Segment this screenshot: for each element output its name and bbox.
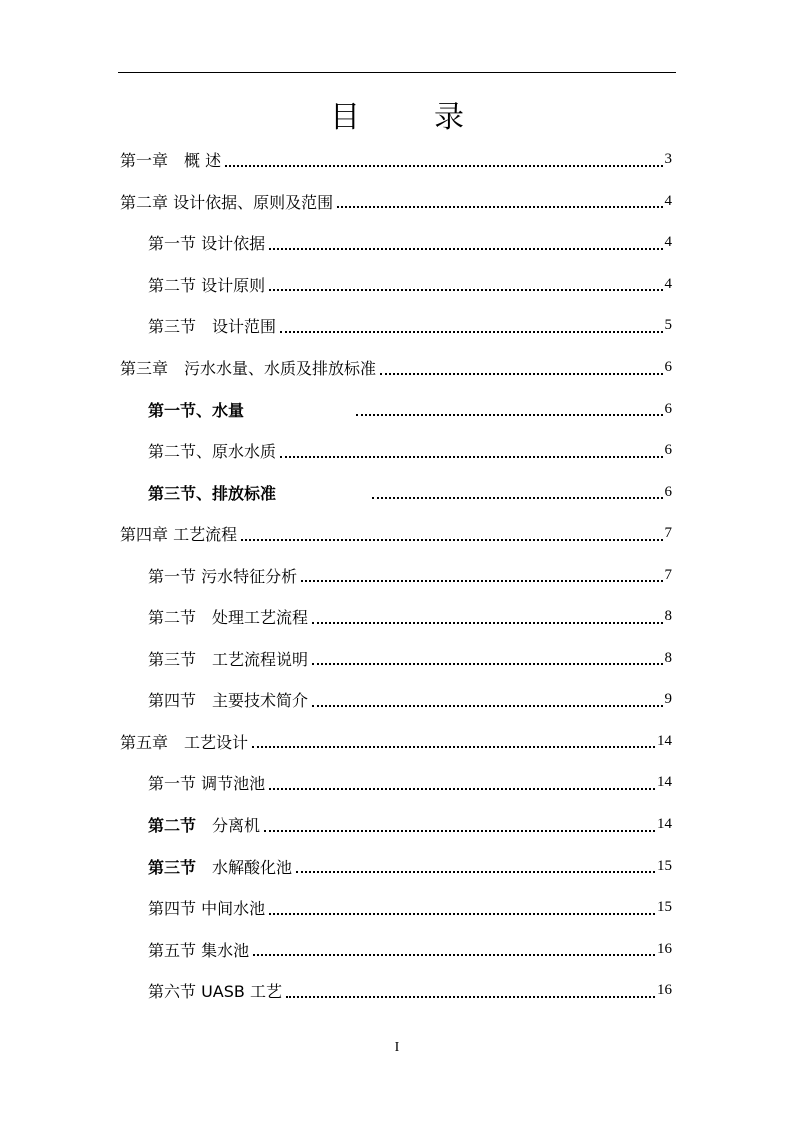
toc-entry-label: [148, 855, 292, 878]
toc-entry-label: [148, 605, 308, 628]
toc-entry-page-number: 6: [664, 483, 672, 500]
toc-chapter-entry: [120, 513, 672, 555]
toc-section-entry: [120, 388, 672, 430]
toc-entry-label-text: 第一节 污水特征分析: [148, 566, 298, 586]
toc-entry-label: [148, 771, 265, 794]
toc-entry-label: [148, 564, 297, 587]
dot-leader: [253, 954, 655, 956]
toc-entry-label: [120, 356, 376, 379]
toc-entry-label: [148, 231, 265, 254]
toc-entry-page-number: 14: [657, 774, 672, 791]
toc-entry-page-number: 6: [664, 400, 672, 417]
toc-section-entry: [120, 679, 672, 721]
dot-leader: [252, 746, 655, 748]
toc-section-entry: [120, 554, 672, 596]
dot-leader: [241, 539, 662, 541]
toc-section-entry: [120, 804, 672, 846]
dot-leader: [269, 289, 662, 291]
toc-entry-label-text: 第五章 工艺设计: [120, 732, 249, 752]
toc-entry-label-text: 第三章 污水水量、水质及排放标准: [120, 359, 377, 378]
toc-entry-label-text: 第四节 中间水池: [148, 899, 266, 919]
toc-entry-page-number: 6: [664, 442, 672, 459]
toc-entry-label: [148, 979, 282, 1002]
toc-section-entry: [120, 928, 672, 970]
toc-section-entry: [120, 845, 672, 887]
toc-section-entry: [120, 264, 672, 306]
toc-entry-label-text: 第三节、排放标准: [148, 483, 277, 503]
toc-entry-label-text: 第三节 工艺流程说明: [148, 649, 309, 669]
toc-chapter-entry: [120, 347, 672, 389]
dot-leader: [312, 622, 662, 624]
toc-entry-label-text: 第一节 设计依据: [148, 234, 266, 254]
header-rule: [118, 72, 676, 73]
toc-section-entry: [120, 471, 672, 513]
toc-entry-label: [148, 896, 265, 919]
toc-entry-label-text: 第二节 处理工艺流程: [148, 608, 309, 628]
dot-leader: [280, 331, 662, 333]
toc-entry-page-number: 6: [664, 359, 672, 375]
toc-entry-page-number: 7: [664, 566, 672, 583]
toc-entry-label: [148, 688, 308, 711]
toc-entry-label: [148, 938, 249, 961]
toc-entry-label-text: 第四章 工艺流程: [120, 525, 238, 545]
toc-entry-label: [148, 647, 308, 670]
dot-leader: [312, 705, 662, 707]
dot-leader: [269, 913, 655, 915]
table-of-contents: [120, 139, 672, 1011]
toc-section-entry: [120, 430, 672, 472]
page-number: I: [394, 1040, 400, 1055]
toc-section-entry: [120, 887, 672, 929]
toc-entry-label-text: 第二节、原水水质: [148, 442, 277, 462]
toc-entry-label-text: 分离机: [196, 816, 261, 836]
toc-section-entry: [120, 638, 672, 680]
toc-entry-page-number: 8: [664, 649, 672, 666]
toc-section-entry: [120, 222, 672, 264]
toc-entry-label: [148, 314, 276, 337]
dot-leader: [337, 206, 662, 208]
toc-entry-label-text: 水解酸化池: [196, 857, 293, 877]
toc-entry-label: [148, 398, 244, 421]
dot-leader: [286, 996, 655, 998]
toc-entry-label-text: 第三节: [148, 857, 197, 877]
toc-entry-page-number: 3: [664, 151, 672, 168]
toc-entry-label: [148, 813, 260, 836]
toc-entry-page-number: 14: [657, 816, 672, 833]
toc-entry-label: [148, 273, 265, 296]
toc-entry-page-number: 4: [664, 234, 672, 251]
toc-entry-page-number: 7: [664, 525, 672, 542]
toc-entry-label-text: 第三节 设计范围: [148, 317, 277, 337]
dot-leader: [269, 248, 662, 250]
toc-entry-page-number: 14: [657, 732, 672, 749]
toc-chapter-entry: [120, 139, 672, 181]
toc-entry-label: [120, 148, 221, 171]
toc-section-entry: [120, 970, 672, 1012]
toc-entry-label-text: 第二节 设计原则: [148, 275, 266, 295]
toc-entry-page-number: 16: [657, 940, 672, 957]
toc-entry-label-text: 第四节 主要技术简介: [148, 691, 309, 711]
toc-entry-label-text: 第五节 集水池: [148, 940, 250, 960]
toc-entry-label: [120, 522, 237, 545]
dot-leader: [280, 456, 662, 458]
toc-chapter-entry: [120, 721, 672, 763]
toc-entry-label: [148, 439, 276, 462]
dot-leader: [296, 871, 655, 873]
toc-entry-label-text: 第二节: [148, 816, 197, 836]
page-title: 目 录: [330, 100, 486, 135]
dot-leader: [301, 580, 662, 582]
toc-entry-page-number: 16: [657, 982, 672, 999]
toc-entry-label-text: 第二章 设计依据、原则及范围: [120, 192, 334, 212]
toc-section-entry: [120, 596, 672, 638]
toc-entry-page-number: 8: [664, 608, 672, 625]
toc-section-entry: [120, 762, 672, 804]
dot-leader: [312, 663, 662, 665]
toc-entry-page-number: 15: [657, 857, 672, 874]
toc-section-entry: [120, 305, 672, 347]
toc-entry-label-text: 第一章 概 述: [120, 151, 222, 171]
dot-leader: [225, 165, 662, 167]
toc-entry-page-number: 5: [664, 317, 672, 334]
toc-entry-page-number: 4: [664, 192, 672, 209]
toc-chapter-entry: [120, 181, 672, 223]
toc-entry-page-number: 4: [664, 275, 672, 292]
toc-entry-label: [120, 730, 248, 753]
dot-leader: [264, 830, 655, 832]
toc-entry-page-number: 9: [664, 691, 672, 708]
toc-entry-label-text: 第一节、水量: [148, 400, 245, 420]
toc-entry-label: [148, 481, 276, 504]
toc-entry-label-text: 第一节 调节池池: [148, 774, 266, 794]
dot-leader: [380, 373, 662, 375]
toc-entry-label: [120, 190, 333, 213]
dot-leader: [356, 414, 662, 416]
toc-entry-label-text: 第六节 UASB 工艺: [148, 982, 282, 1002]
toc-entry-page-number: 15: [657, 899, 672, 916]
dot-leader: [372, 497, 662, 499]
dot-leader: [269, 788, 655, 790]
